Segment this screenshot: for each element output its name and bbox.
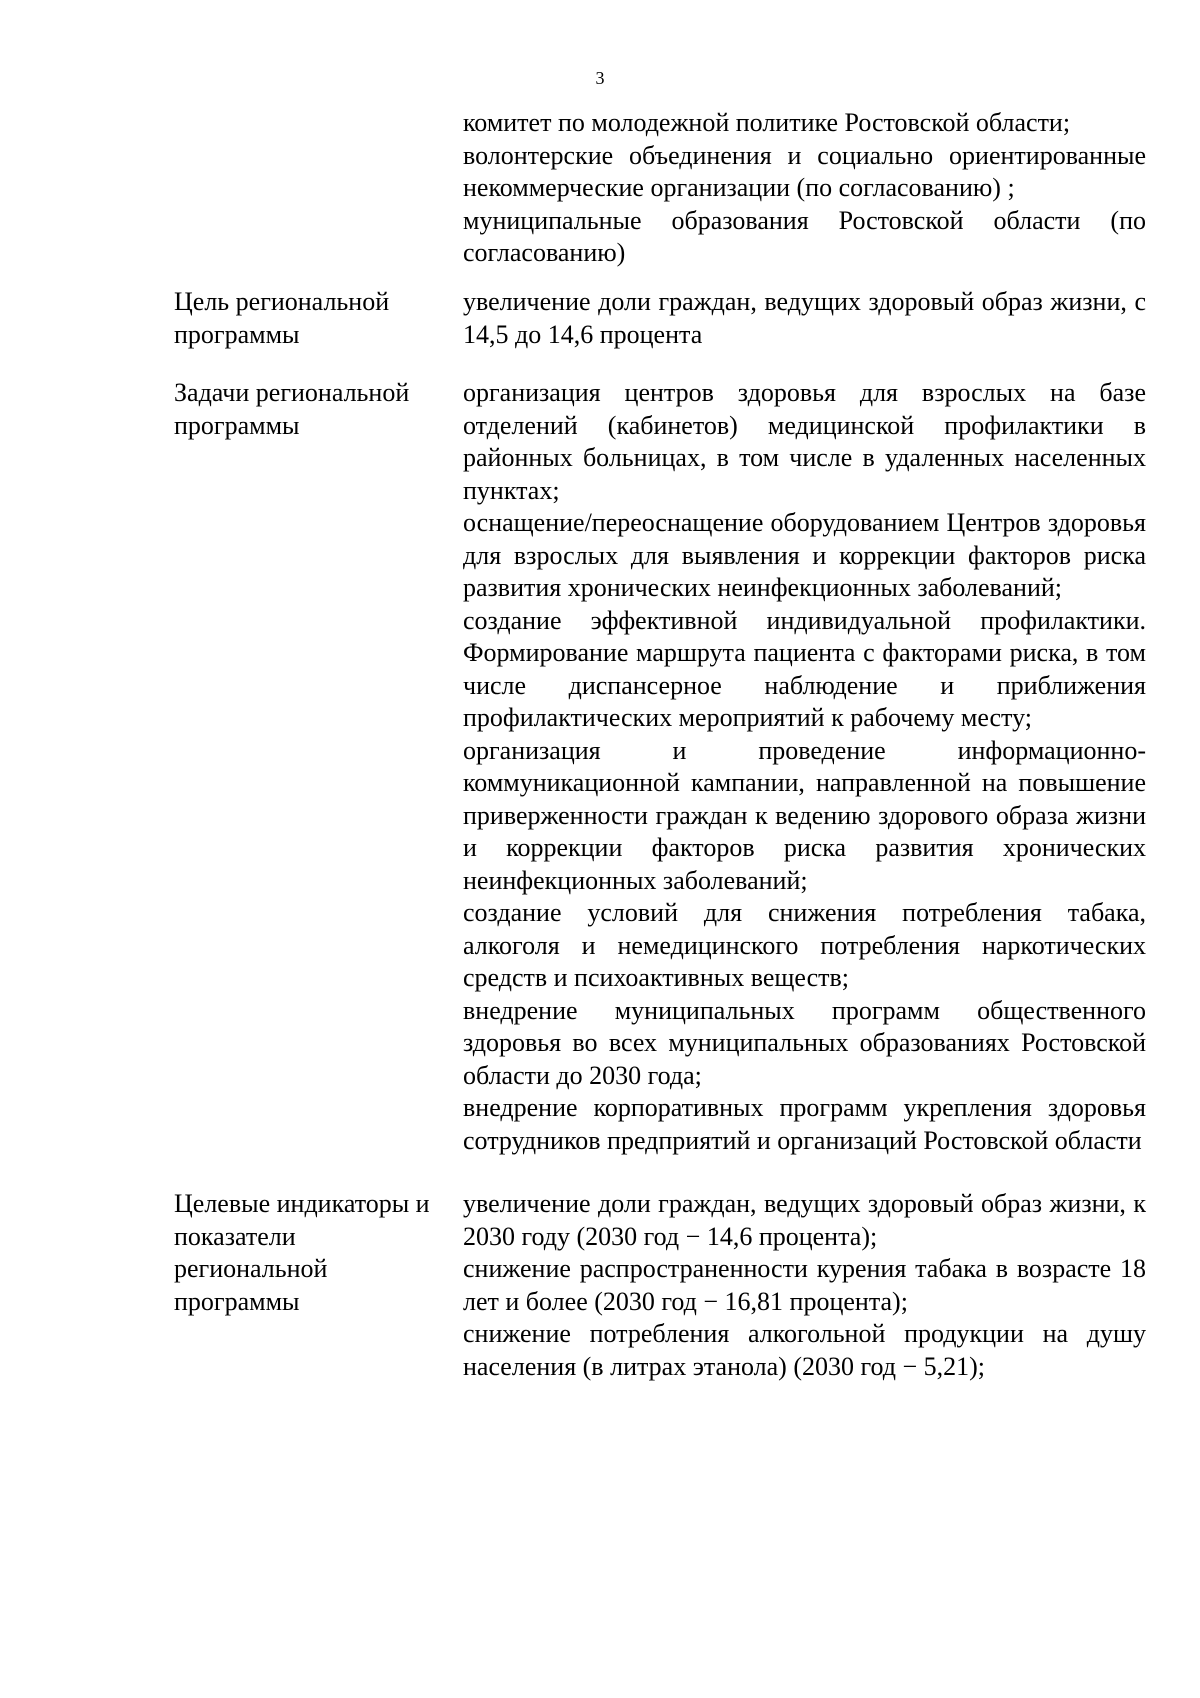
participant-item: муниципальные образования Ростовской области (по согласованию)	[463, 205, 1146, 267]
task-item: организация центров здоровья для взрослых на базе отделений (кабинетов) медицинской профилактики в районных больницах, в том числе в удаленных населенных пунктах;	[463, 378, 1146, 505]
participant-item: волонтерские объединения и социально ориентированные некоммерческие организации (по согласованию) ;	[463, 140, 1146, 202]
tasks-content	[463, 377, 1146, 1157]
indicator-item: снижение распространенности курения табака в возрасте 18 лет и более (2030 год − 16,81 процента);	[463, 1254, 1146, 1316]
page-number: 3	[595, 68, 605, 88]
task-item: оснащение/переоснащение оборудованием Центров здоровья для взрослых для выявления и коррекции факторов риска развития хронических неинфекционных заболеваний;	[463, 508, 1146, 602]
indicator-item: снижение потребления алкогольной продукции на душу населения (в литрах этанола) (2030 год − 5,21);	[463, 1319, 1146, 1381]
indicators-content	[463, 1188, 1146, 1383]
goal-content	[463, 286, 1146, 351]
goal-label: Цель региональной программы	[174, 287, 390, 349]
tasks-label: Задачи региональной программы	[174, 378, 410, 440]
task-item: создание условий для снижения потребления табака, алкоголя и немедицинского потребления наркотических средств и психоактивных веществ;	[463, 898, 1146, 992]
task-item: организация и проведение информационно-коммуникационной кампании, направленной на повышение приверженности граждан к ведению здорового образа жизни и коррекции факторов риска развития хронических неинфекционных заболеваний;	[463, 735, 1146, 895]
task-item: внедрение корпоративных программ укрепления здоровья сотрудников предприятий и организаций Ростовской области	[463, 1093, 1146, 1155]
indicator-item: увеличение доли граждан, ведущих здоровый образ жизни, к 2030 году (2030 год − 14,6 процента);	[463, 1189, 1146, 1251]
participant-item: комитет по молодежной политике Ростовской области;	[463, 108, 1071, 137]
indicators-label: Целевые индикаторы и показатели региональной программы	[174, 1189, 430, 1316]
task-item: внедрение муниципальных программ общественного здоровья во всех муниципальных образованиях Ростовской области до 2030 года;	[463, 995, 1146, 1090]
participants-continuation	[463, 107, 1146, 270]
task-item: создание эффективной индивидуальной профилактики. Формирование маршрута пациента с факторами риска, в том числе диспансерное наблюдение и приближения профилактических мероприятий к рабочему месту;	[463, 605, 1146, 732]
goal-item: увеличение доли граждан, ведущих здоровый образ жизни, с 14,5 до 14,6 процента	[463, 287, 1146, 349]
